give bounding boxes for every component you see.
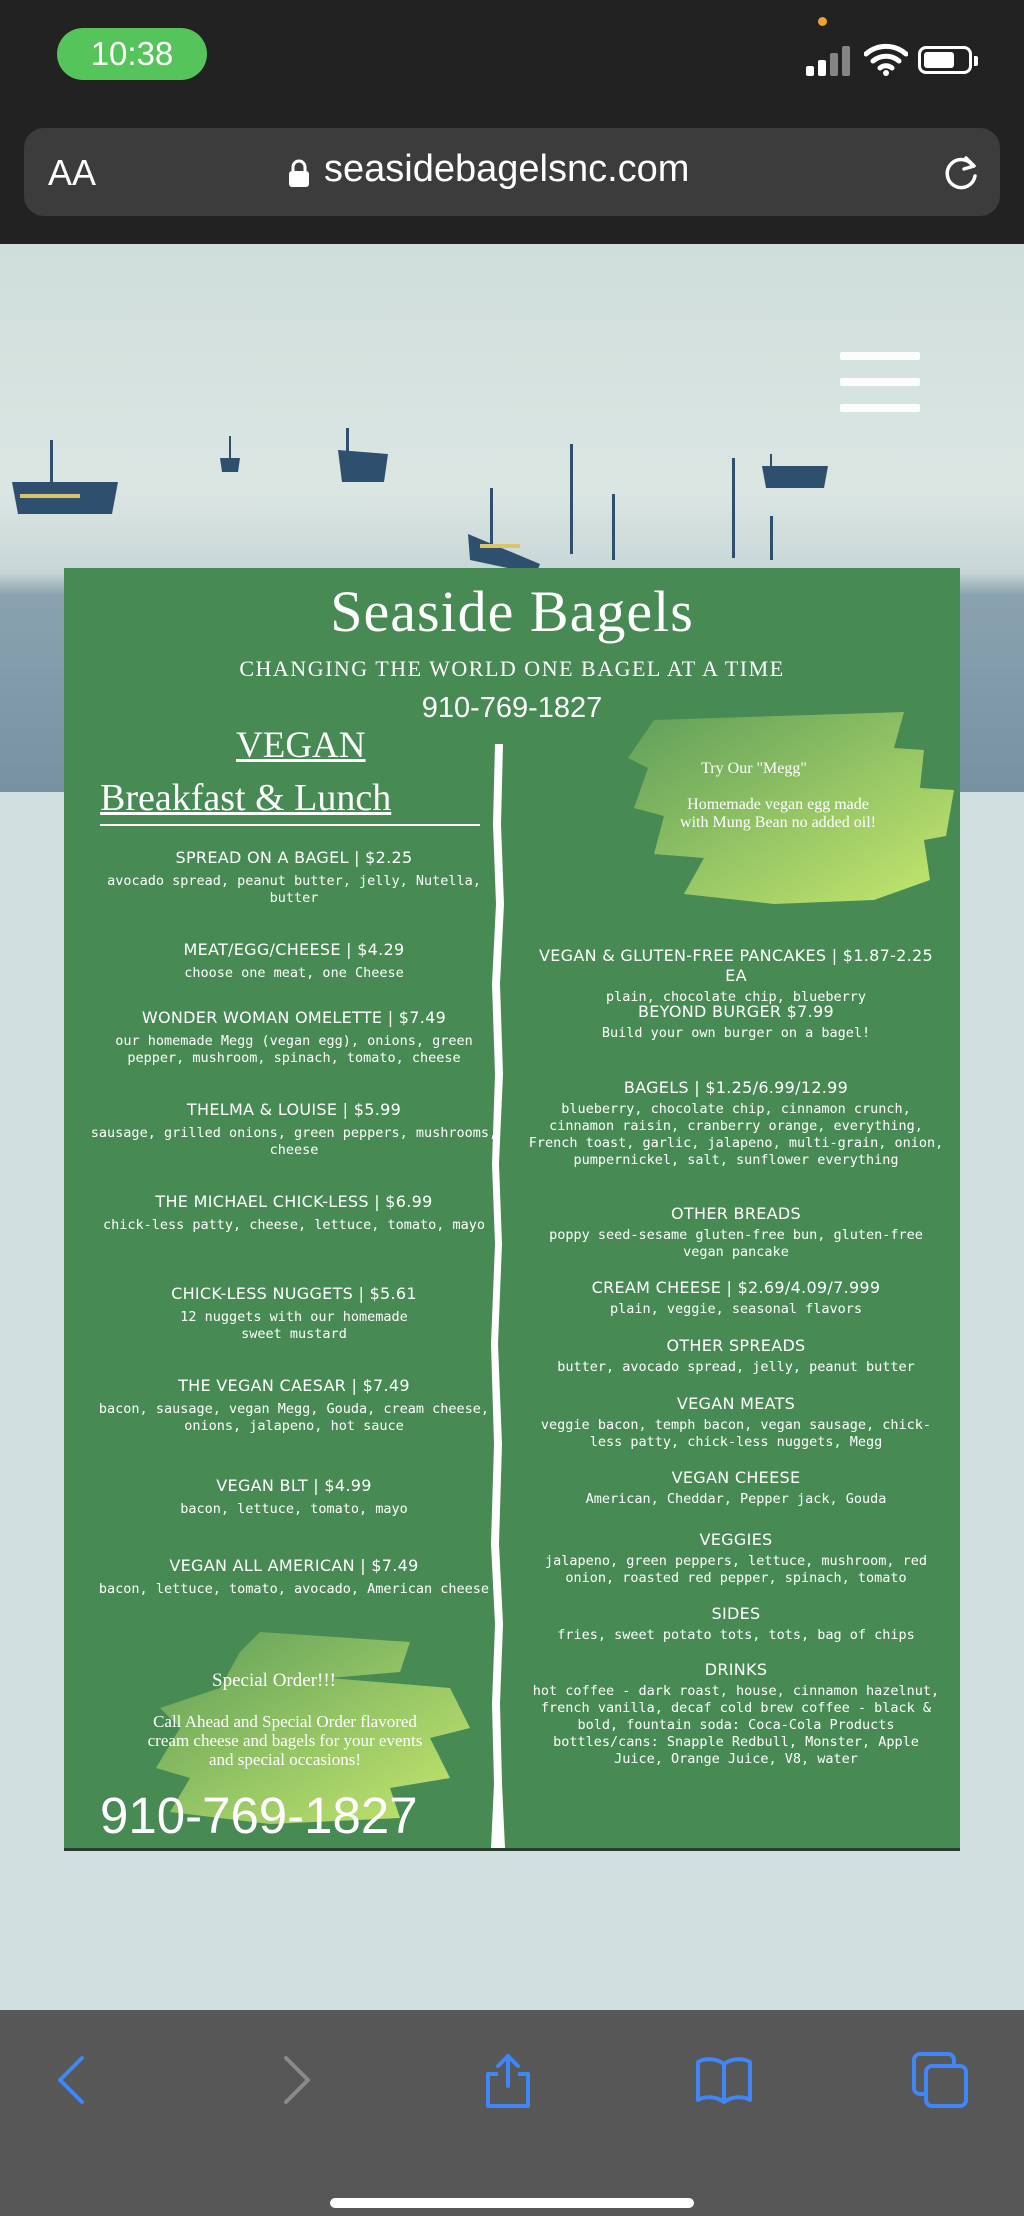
menu-item-desc: chick-less patty, cheese, lettuce, tomato, mayo xyxy=(102,1217,485,1233)
tabs-icon[interactable] xyxy=(910,2050,970,2110)
cellular-signal-icon xyxy=(806,44,854,76)
menu-item-title: DRINKS xyxy=(704,1660,768,1679)
menu-item xyxy=(84,1556,504,1598)
browser-address-area xyxy=(0,120,1024,244)
big-phone-number: 910-769-1827 xyxy=(100,1787,418,1844)
menu-item xyxy=(526,1078,946,1169)
menu-item-title: VEGAN MEATS xyxy=(676,1394,796,1413)
menu-item-desc: butter, avocado spread, jelly, peanut butter xyxy=(557,1359,915,1375)
menu-item xyxy=(84,1008,504,1067)
url-text[interactable]: seasidebagelsnc.com xyxy=(324,148,690,190)
menu-item xyxy=(526,1394,946,1451)
menu-item-title: SPREAD ON A BAGEL | $2.25 xyxy=(175,848,413,867)
menu-item-title: THE MICHAEL CHICK-LESS | $6.99 xyxy=(155,1192,433,1211)
menu-item-title: VEGAN CHEESE xyxy=(671,1468,801,1487)
menu-item xyxy=(526,1278,946,1318)
menu-item xyxy=(84,1476,504,1518)
menu-item-desc: bacon, sausage, vegan Megg, Gouda, cream cheese, onions, jalapeno, hot sauce xyxy=(98,1401,490,1434)
heading-underline xyxy=(100,824,480,826)
menu-item xyxy=(84,1376,504,1435)
menu-item-title: MEAT/EGG/CHEESE | $4.29 xyxy=(183,940,405,959)
special-order-body: Call Ahead and Special Order flavored cream cheese and bagels for your events and special occasions! xyxy=(147,1712,423,1769)
menu-item xyxy=(84,1284,504,1343)
bookmarks-icon[interactable] xyxy=(694,2050,754,2110)
megg-promo-body: Homemade vegan egg made with Mung Bean no added oil! xyxy=(680,796,876,831)
menu-item-desc: jalapeno, green peppers, lettuce, mushroom, red onion, roasted red pepper, spinach, tomato xyxy=(544,1553,927,1586)
menu-item xyxy=(526,1336,946,1376)
menu-item xyxy=(84,940,504,982)
menu-item-desc: our homemade Megg (vegan egg), onions, green pepper, mushroom, spinach, tomato, cheese xyxy=(115,1033,473,1066)
menu-item xyxy=(526,1530,946,1587)
menu-item-title: OTHER BREADS xyxy=(671,1204,801,1223)
menu-item-desc: choose one meat, one Cheese xyxy=(184,965,404,981)
menu-title: Seaside Bagels xyxy=(330,579,694,644)
menu-item-title: THELMA & LOUISE | $5.99 xyxy=(186,1100,402,1119)
menu-item-desc: fries, sweet potato tots, tots, bag of chips xyxy=(557,1627,915,1643)
menu-item xyxy=(84,1100,504,1159)
address-bar[interactable] xyxy=(24,128,1000,216)
reload-icon[interactable] xyxy=(940,152,982,194)
menu-item xyxy=(526,1660,946,1768)
lock-icon xyxy=(288,158,310,188)
menu-item-desc: 12 nuggets with our homemade sweet mustard xyxy=(180,1309,408,1342)
menu-item-title: CHICK-LESS NUGGETS | $5.61 xyxy=(171,1284,417,1303)
menu-item-title: BEYOND BURGER $7.99 xyxy=(638,1002,834,1021)
menu-item-title: CREAM CHEESE | $2.69/4.09/7.999 xyxy=(591,1278,881,1297)
menu-item xyxy=(526,946,946,1006)
special-order-heading: Special Order!!! xyxy=(212,1670,336,1691)
reader-options-button[interactable]: AA xyxy=(48,152,97,193)
menu-item-title: BAGELS | $1.25/6.99/12.99 xyxy=(623,1078,849,1097)
menu-item-desc: hot coffee - dark roast, house, cinnamon hazelnut, french vanilla, decaf cold brew coffee - black & bold, fountain soda: Coca-Cola Products bottles/cans: Snapple Redbull, Monster, Apple Juice, Orange Juice, V8, water xyxy=(532,1683,940,1767)
menu-item xyxy=(526,1468,946,1508)
menu-item-desc: American, Cheddar, Pepper jack, Gouda xyxy=(585,1491,887,1507)
forward-icon[interactable] xyxy=(264,2050,324,2110)
menu-item-desc: sausage, grilled onions, green peppers, mushrooms, cheese xyxy=(90,1125,498,1158)
share-icon[interactable] xyxy=(478,2050,538,2110)
breakfast-lunch-heading: Breakfast & Lunch xyxy=(100,777,392,819)
menu-item-title: VEGGIES xyxy=(699,1530,773,1549)
menu-item xyxy=(526,1002,946,1042)
menu-phone: 910-769-1827 xyxy=(421,692,603,724)
megg-promo-heading: Try Our "Megg" xyxy=(701,760,807,777)
status-bar xyxy=(0,0,1024,120)
menu-item-title: SIDES xyxy=(711,1604,761,1623)
time-pill[interactable] xyxy=(57,28,207,80)
menu-item xyxy=(526,1204,946,1261)
menu-item-title: WONDER WOMAN OMELETTE | $7.49 xyxy=(141,1008,447,1027)
menu-item-desc: bacon, lettuce, tomato, avocado, American cheese xyxy=(98,1581,490,1597)
home-indicator[interactable] xyxy=(330,2198,694,2208)
browser-toolbar xyxy=(0,2010,1024,2216)
back-icon[interactable] xyxy=(44,2050,104,2110)
vegan-heading: VEGAN xyxy=(236,725,366,766)
menu-item-desc: poppy seed-sesame gluten-free bun, gluten-free vegan pancake xyxy=(549,1227,923,1260)
menu-item-title: OTHER SPREADS xyxy=(666,1336,806,1355)
menu-item xyxy=(84,1192,504,1234)
clock-time: 10:38 xyxy=(90,35,174,72)
menu-item-desc: bacon, lettuce, tomato, mayo xyxy=(180,1501,408,1517)
menu-item-title: VEGAN BLT | $4.99 xyxy=(216,1476,372,1495)
menu-tagline: CHANGING THE WORLD ONE BAGEL AT A TIME xyxy=(239,656,785,681)
hamburger-menu-icon[interactable] xyxy=(840,352,920,416)
privacy-indicator-dot xyxy=(818,17,827,26)
wifi-icon xyxy=(864,42,908,76)
menu-item-desc: veggie bacon, temph bacon, vegan sausage, chick-less patty, chick-less nuggets, Megg xyxy=(540,1417,932,1450)
menu-item-title: VEGAN & GLUTEN-FREE PANCAKES | $1.87-2.25 EA xyxy=(539,946,933,985)
menu-item xyxy=(526,1604,946,1644)
menu-image-edge xyxy=(64,1848,960,1851)
battery-icon xyxy=(918,46,972,74)
menu-item-desc: Build your own burger on a bagel! xyxy=(601,1025,871,1041)
menu-item xyxy=(84,848,504,907)
menu-item-title: THE VEGAN CAESAR | $7.49 xyxy=(178,1376,410,1395)
menu-item-desc: plain, chocolate chip, blueberry xyxy=(605,989,867,1005)
menu-item-desc: blueberry, chocolate chip, cinnamon crunch, cinnamon raisin, cranberry orange, everything, French toast, garlic, jalapeno, multi-grain, onion, pumpernickel, salt, sunflower everything xyxy=(528,1101,944,1168)
menu-item-desc: plain, veggie, seasonal flavors xyxy=(610,1301,862,1317)
menu-item-title: VEGAN ALL AMERICAN | $7.49 xyxy=(169,1556,419,1575)
menu-image xyxy=(64,568,960,1848)
menu-item-desc: avocado spread, peanut butter, jelly, Nutella, butter xyxy=(107,873,481,906)
